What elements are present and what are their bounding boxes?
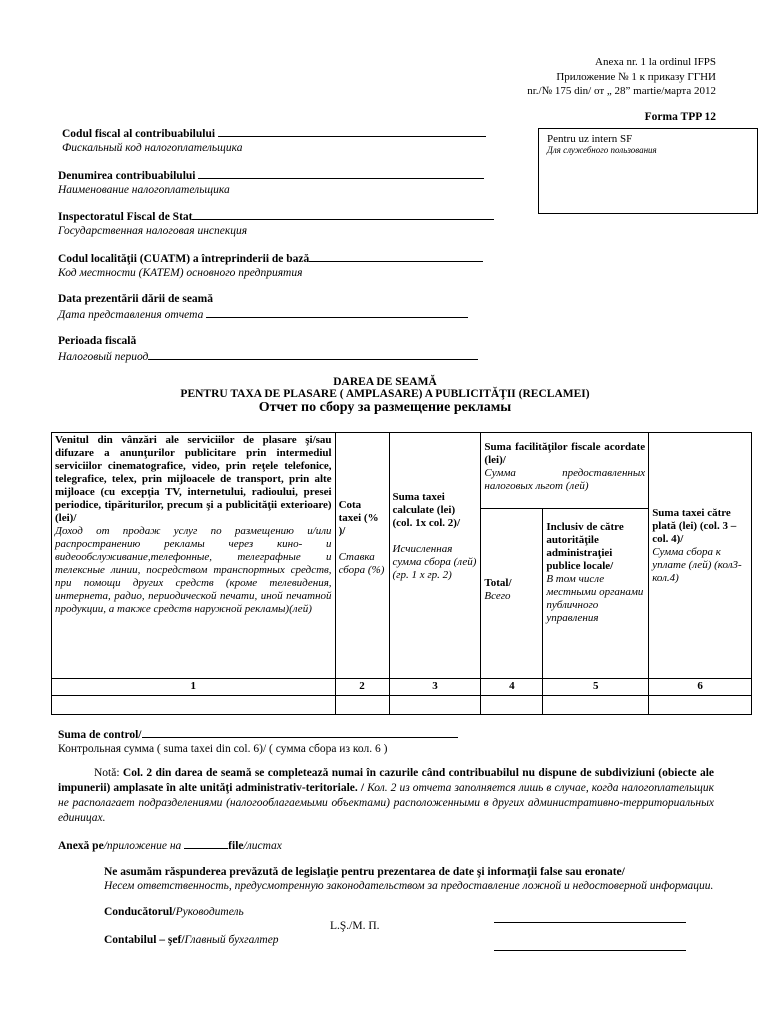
fiscal-code-label-ru: Фискальный код налогоплательщика <box>62 142 243 154</box>
col6-header-ru: Сумма сбора к уплате (лей) (кол3- кол.4) <box>652 546 742 584</box>
col-number-1: 1 <box>52 679 336 696</box>
report-table <box>51 432 752 715</box>
column-number-row <box>52 679 752 696</box>
col-number-2: 2 <box>335 679 389 696</box>
cell-facilities-total[interactable] <box>481 696 543 715</box>
col4-header-ro: Total/ <box>484 577 512 589</box>
note-label: Notă: <box>94 767 120 779</box>
cuatm-label: Codul localităţii (CUATM) a întreprinderii de bază <box>58 253 310 265</box>
note-ro: Col. 2 din darea de seamă se completează numai în cazurile când contribuabilul nu dispune de subdiviziuni (obiecte ale impunerii) amplasate în alte unităţi administrativ-teritoriale. / <box>58 767 714 794</box>
inspectorate-field[interactable] <box>58 208 494 238</box>
cell-rate[interactable] <box>335 696 389 715</box>
taxpayer-name-label-ru: Наименование налогоплательщика <box>58 184 230 196</box>
cell-facilities-local[interactable] <box>543 696 649 715</box>
facilities-header-ru: Сумма предоставленных налоговых льгот (лей) <box>484 467 646 492</box>
head-label-ro: Conducătorul/ <box>104 906 176 918</box>
title-line-2: PENTRU TAXA DE PLASARE ( AMPLASARE) A PUBLICITĂŢII (RECLAMEI) <box>180 388 590 400</box>
internal-use-ru: Для служебного пользования <box>547 145 657 155</box>
annex-header <box>527 55 716 99</box>
col3-header <box>389 433 481 679</box>
cell-income[interactable] <box>52 696 336 715</box>
col5-header-ru: В том числе местными органами публичного управления <box>546 573 644 624</box>
cuatm-field[interactable] <box>58 250 483 280</box>
note-ru: Кол. 2 из отчета заполняется лишь в случае, когда налогоплательщик не располагает подразделениями (налогооблагаемыми объектами) расположенными в других административно-территориальных единицах. <box>58 782 714 824</box>
control-sum-field[interactable] <box>58 726 458 756</box>
report-date-field[interactable] <box>58 292 468 322</box>
annex-count-field[interactable] <box>58 837 282 853</box>
annex-line-3: nr./№ 175 din/ от „ 28” martie/марта 2012 <box>527 85 716 97</box>
fiscal-period-label: Perioada fiscală <box>58 335 137 347</box>
col2-header <box>335 433 389 679</box>
col4-header-ru: Всего <box>484 590 511 602</box>
accountant-label-ro: Contabilul – şef/ <box>104 934 185 946</box>
responsibility-block <box>58 865 718 893</box>
col3-header-ru: Исчисленная сумма сбора (лей) (гр. 1 х гр. 2) <box>392 543 477 581</box>
internal-use-ro: Pentru uz intern SF <box>547 133 633 145</box>
cell-calculated[interactable] <box>389 696 481 715</box>
col1-header <box>52 433 336 679</box>
col5-header-ro: Inclusiv de către autorităţile administraţiei publice locale/ <box>546 521 624 572</box>
annex-line-2: Приложение № 1 к приказу ГГНИ <box>556 70 716 83</box>
accountant-signature-line[interactable] <box>494 942 686 954</box>
inspectorate-line[interactable] <box>192 208 494 220</box>
taxpayer-name-field[interactable] <box>58 167 484 197</box>
title-line-3: Отчет по сбору за размещение рекламы <box>258 400 512 415</box>
col5-header <box>543 509 649 679</box>
cuatm-line[interactable] <box>309 250 483 262</box>
accountant-signature <box>104 933 279 947</box>
fiscal-code-field[interactable] <box>62 125 486 155</box>
annex-file-ru: /листах <box>243 840 282 852</box>
col1-header-ro: Venitul din vânzări ale serviciilor de plasare şi/sau difuzare a anunţurilor publicitare prin intermediul serviciilor cinematografice, video, prin reţele telefonice, telegrafice, telex, prin mijloacele de transport, prin alte mijloace (cu excepţia TV, internetului, radioului, presei periodice, tipăriturilor, precum şi a publicităţii exterioare)(lei)/ <box>55 434 332 524</box>
control-sum-label: Suma de control/ <box>58 729 142 741</box>
control-sum-line[interactable] <box>142 726 458 738</box>
col2-header-ru: Ставка сбора (%) <box>338 551 385 576</box>
annex-label-ro: Anexă pe <box>58 840 104 852</box>
head-signature-line[interactable] <box>494 914 686 926</box>
accountant-label-ru: Главный бухгалтер <box>184 934 279 946</box>
col-number-5: 5 <box>543 679 649 696</box>
cell-tax-payable[interactable] <box>649 696 752 715</box>
facilities-header <box>481 433 649 509</box>
fiscal-period-field[interactable] <box>58 334 478 364</box>
report-date-label-ru: Дата представления отчета <box>58 309 204 321</box>
form-code: Forma TPP 12 <box>644 111 716 123</box>
annex-line-1: Anexa nr. 1 la ordinul IFPS <box>595 56 716 68</box>
annex-count-line[interactable] <box>184 837 228 849</box>
col4-header <box>481 509 543 679</box>
col6-header-ro: Suma taxei către plată (lei) (col. 3 – col. 4)/ <box>652 507 737 545</box>
head-label-ru: Руководитель <box>175 906 244 918</box>
note-block <box>58 766 714 826</box>
annex-label-ru: /приложение на <box>103 840 182 852</box>
head-signature <box>104 905 244 919</box>
title-line-1: DAREA DE SEAMĂ <box>333 376 437 388</box>
inspectorate-label: Inspectoratul Fiscal de Stat <box>58 211 193 223</box>
col6-header <box>649 433 752 679</box>
col1-header-ru: Доход от продаж услуг по размещению и/или распространению рекламы через кино- и видеообслуживание,телефонные, телеграфные и телексные линии, посредством транспортных средств, при помощи других средств (кроме телевидения, интернета, радио, периодической печати, иной печатной продукции, а также средств наружной рекламы)(лей) <box>55 525 332 615</box>
report-date-label: Data prezentării dării de seamă <box>58 293 214 305</box>
annex-file-ro: file <box>228 840 244 852</box>
inspectorate-label-ru: Государственная налоговая инспекция <box>58 225 248 237</box>
col2-header-ro: Cota taxei (% )/ <box>338 499 379 537</box>
table-header-row <box>52 433 752 509</box>
fiscal-period-line[interactable] <box>148 348 478 360</box>
col3-header-ro: Suma taxei calculate (lei) (col. 1x col. 2)/ <box>392 491 461 529</box>
responsibility-ru: Несем ответственность, предусмотренную законодательством за предоставление ложной и недостоверной информации. <box>104 880 714 892</box>
col-number-3: 3 <box>389 679 481 696</box>
report-date-line[interactable] <box>206 306 468 318</box>
control-sum-label-ru: Контрольная сумма ( suma taxei din col. 6)/ ( сумма сбора из кол. 6 ) <box>58 743 388 755</box>
fiscal-code-line[interactable] <box>218 125 486 137</box>
data-entry-row[interactable] <box>52 696 752 715</box>
taxpayer-name-line[interactable] <box>198 167 484 179</box>
stamp-label: L.Ş./M. П. <box>330 920 380 932</box>
taxpayer-name-label: Denumirea contribuabilului <box>58 170 196 182</box>
cuatm-label-ru: Код местности (КАТЕМ) основного предприятия <box>58 267 303 279</box>
col-number-4: 4 <box>481 679 543 696</box>
facilities-header-ro: Suma facilităţilor fiscale acordate (lei)/ <box>484 441 646 466</box>
col-number-6: 6 <box>649 679 752 696</box>
internal-use-box <box>538 128 758 214</box>
fiscal-code-label: Codul fiscal al contribuabilului <box>62 128 216 140</box>
report-title <box>0 376 770 416</box>
responsibility-ro: Ne asumăm răspunderea prevăzută de legislaţie pentru prezentarea de date şi informaţii false sau eronate/ <box>104 866 625 878</box>
fiscal-period-label-ru: Налоговый период <box>58 351 149 363</box>
